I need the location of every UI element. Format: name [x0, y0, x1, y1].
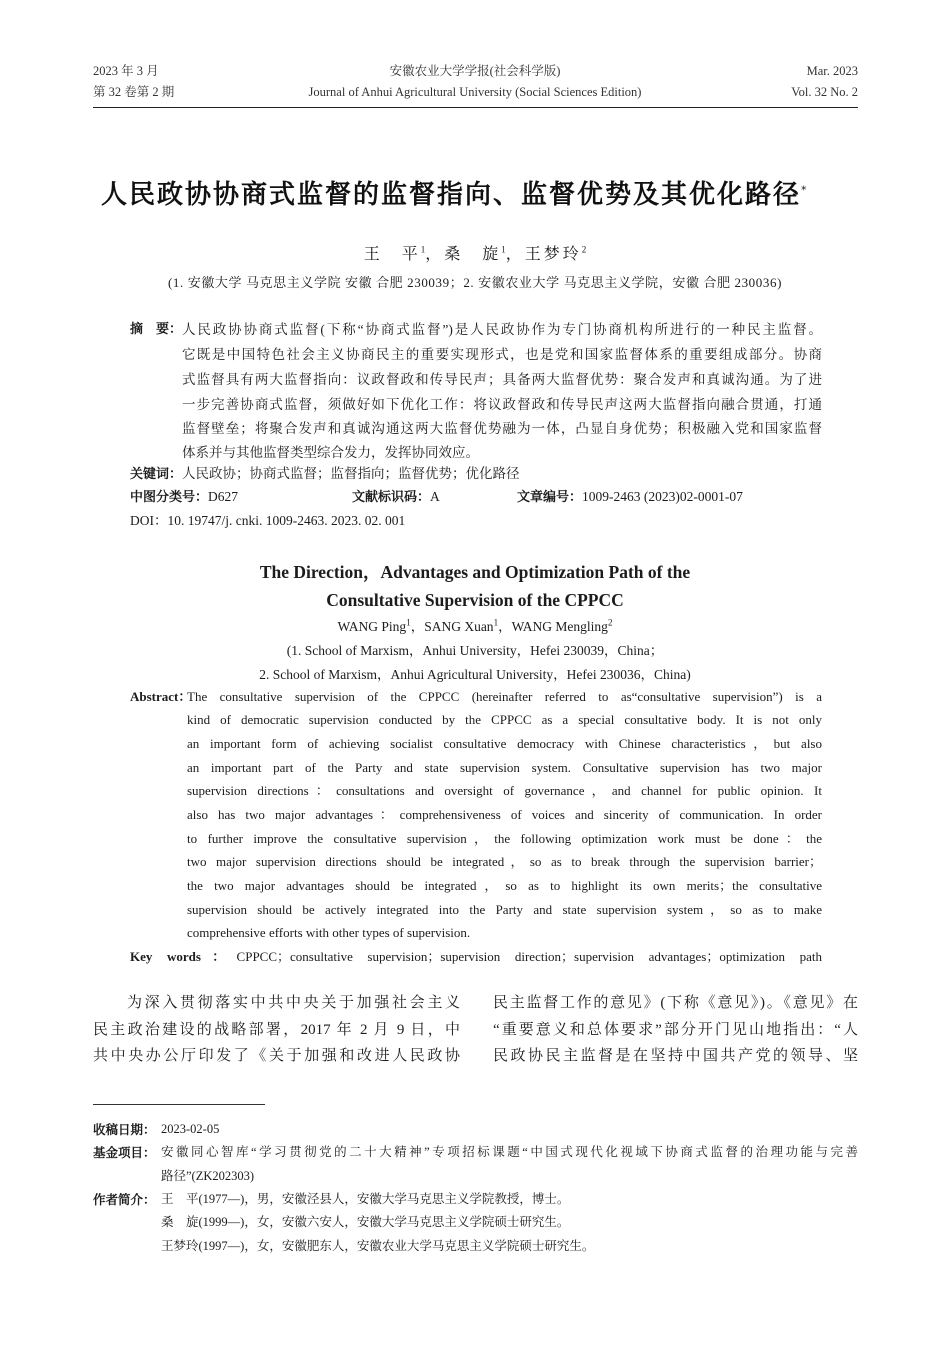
affiliation-en-line-1: (1. School of Marxism，Anhui University，Hefei 230039，China；	[286, 643, 664, 658]
author-en-1-aff: 1	[406, 617, 411, 628]
keywords-en	[130, 948, 822, 966]
header-journal-cn: 安徽农业大学学报(社会科学版)	[389, 64, 561, 78]
abstract-cn-line: 一步完善协商式监督，须做好如下优化工作：将议政督政和传导民声这两大监督指向融合贯通，打通	[182, 397, 822, 412]
title-cn-text: 人民政协协商式监督的监督指向、监督优势及其优化路径	[101, 180, 802, 210]
abstract-en-line: also has two major advantages：comprehensiveness of voices and sincerity of communication. In order	[187, 807, 822, 822]
abstract-en-line: to further improve the consultative supervision，the following optimization work must be done：the	[187, 831, 822, 846]
author-separator: ，	[410, 619, 425, 634]
author-en-2: SANG Xuan	[424, 619, 494, 634]
body-right-line: “重要意义和总体要求”部分开门见山地指出：“人	[493, 1022, 858, 1038]
body-left-line: 为深入贯彻落实中共中央关于加强社会主义	[127, 995, 460, 1011]
document-code-label: 文献标识码：	[352, 490, 431, 505]
fund-label: 基金项目：	[93, 1145, 156, 1160]
author-cn-3-aff: 2	[581, 244, 587, 255]
author-en-3: WANG Mengling	[511, 619, 608, 634]
title-footnote-mark: *	[801, 183, 807, 197]
author-en-2-aff: 1	[493, 617, 499, 628]
body-right-line: 民主监督工作的意见》(下称《意见》)。《意见》在	[493, 995, 858, 1011]
header-date-cn: 2023 年 3 月	[93, 64, 159, 78]
abstract-en-line: The consultative supervision of the CPPCC (hereinafter referred to as“consultative supervision”) is a	[187, 689, 822, 704]
keywords-en-text: CPPCC；consultative supervision；supervision direction；supervision advantages；optimization path	[236, 949, 822, 964]
page-title-en-line-1: The Direction，Advantages and Optimization Path of the	[259, 562, 691, 582]
header-rule	[93, 107, 858, 108]
author-cn-3: 王梦玲	[524, 246, 582, 263]
authors-cn	[0, 245, 950, 265]
header-date-en: Mar. 2023	[806, 64, 858, 78]
keywords-cn	[130, 465, 520, 484]
article-number-value: 1009-2463 (2023)02-0001-07	[582, 489, 743, 504]
author-separator: ，	[505, 246, 525, 263]
author-cn-2-aff: 1	[501, 244, 506, 255]
affiliation-en-line-2: 2. School of Marxism，Anhui Agricultural University，Hefei 230036，China)	[259, 667, 691, 682]
abstract-cn-line: 它既是中国特色社会主义协商民主的重要实现形式，也是党和国家监督体系的重要组成部分。协商	[182, 347, 822, 362]
abstract-en-line: two major supervision directions should be integrated，so as to break through the supervision barrier；	[187, 854, 822, 869]
abstract-en-label: Abstract：	[130, 689, 192, 704]
affiliation-cn: (1. 安徽大学 马克思主义学院 安徽 合肥 230039；2. 安徽农业大学 马克思主义学院，安徽 合肥 230036)	[167, 275, 782, 290]
clc-number	[130, 488, 238, 507]
abstract-en-line: supervision directions：consultations and oversight of governance，and channel for public opinion. It	[187, 783, 822, 798]
page-title-cn	[101, 179, 807, 211]
abstract-en-line: comprehensive efforts with other types of supervision.	[187, 925, 471, 940]
clc-label: 中图分类号：	[130, 490, 209, 505]
header-issue-cn: 第 32 卷第 2 期	[93, 85, 175, 99]
abstract-cn-label: 摘 要：	[130, 322, 183, 337]
author-en-3-aff: 2	[607, 617, 613, 628]
abstract-en-line: supervision should be actively integrated into the Party and state supervision system，so as to make	[187, 902, 822, 917]
author-bio-line: 王 平(1977—)，男，安徽泾县人，安徽大学马克思主义学院教授，博士。	[161, 1192, 570, 1206]
abstract-cn-line: 人民政协协商式监督(下称“协商式监督”)是人民政协作为专门协商机构所进行的一种民主监督。	[182, 322, 822, 337]
fund-line: 路径”(ZK202303)	[161, 1169, 255, 1183]
footnote-rule	[93, 1104, 265, 1105]
abstract-cn-line: 式监督具有两大监督指向：议政督政和传导民声；具备两大监督优势：聚合发声和真诚沟通。为了进	[182, 372, 822, 387]
author-en-1: WANG Ping	[337, 619, 407, 634]
body-left-line: 共中央办公厅印发了《关于加强和改进人民政协	[93, 1048, 460, 1064]
clc-value: D627	[208, 489, 239, 504]
author-separator: ，	[425, 246, 445, 263]
abstract-cn-line: 体系并与其他监督类型综合发力，发挥协同效应。	[182, 445, 479, 460]
page-title-en-line-2: Consultative Supervision of the CPPCC	[326, 590, 624, 610]
received-label: 收稿日期：	[93, 1122, 156, 1137]
doi-value: 10. 19747/j. cnki. 1009-2463. 2023. 02. 001	[167, 513, 406, 528]
abstract-en-line: the two major advantages should be integrated，so as to highlight its own merits；the consultative	[187, 878, 822, 893]
authors-en	[0, 618, 950, 636]
document-code-value: A	[430, 489, 440, 504]
author-separator: ，	[498, 619, 512, 634]
keywords-cn-label: 关键词：	[130, 467, 183, 482]
received-date: 2023-02-05	[161, 1122, 220, 1136]
body-left-line: 民主政治建设的战略部署，2017 年 2 月 9 日，中	[93, 1022, 460, 1038]
author-bio-line: 桑 旋(1999—)，女，安徽六安人，安徽大学马克思主义学院硕士研究生。	[161, 1215, 570, 1229]
keywords-cn-text: 人民政协；协商式监督；监督指向；监督优势；优化路径	[182, 466, 520, 481]
body-right-line: 民政协民主监督是在坚持中国共产党的领导、坚	[493, 1048, 858, 1064]
author-bio-label: 作者简介：	[93, 1192, 156, 1207]
abstract-en-line: kind of democratic supervision conducted by the CPPCC as a special consultative body. It is not only	[187, 712, 822, 727]
document-code	[352, 488, 440, 507]
abstract-en-line: an important part of the Party and state supervision system. Consultative supervision has two major	[187, 760, 822, 775]
keywords-en-label: Key words：	[130, 949, 237, 964]
abstract-en-line: an important form of achieving socialist consultative democracy with Chinese characteristics，but also	[187, 736, 822, 751]
article-number	[517, 488, 743, 507]
article-number-label: 文章编号：	[517, 490, 583, 505]
doi-label: DOI：	[130, 513, 168, 528]
abstract-cn-line: 监督壁垒；将聚合发声和真诚沟通这两大监督优势融为一体，凸显自身优势；积极融入党和国家监督	[182, 421, 822, 436]
author-cn-1: 王 平	[363, 246, 421, 263]
author-cn-2: 桑 旋	[444, 246, 502, 263]
fund-line: 安徽同心智库“学习贯彻党的二十大精神”专项招标课题“中国式现代化视域下协商式监督的治理功能与完善	[161, 1145, 858, 1159]
header-issue-en: Vol. 32 No. 2	[791, 85, 858, 99]
author-bio-line: 王梦玲(1997—)，女，安徽肥东人，安徽农业大学马克思主义学院硕士研究生。	[161, 1239, 595, 1253]
header-journal-en: Journal of Anhui Agricultural University (Social Sciences Edition)	[308, 85, 642, 99]
author-cn-1-aff: 1	[420, 244, 426, 255]
doi	[130, 512, 405, 530]
